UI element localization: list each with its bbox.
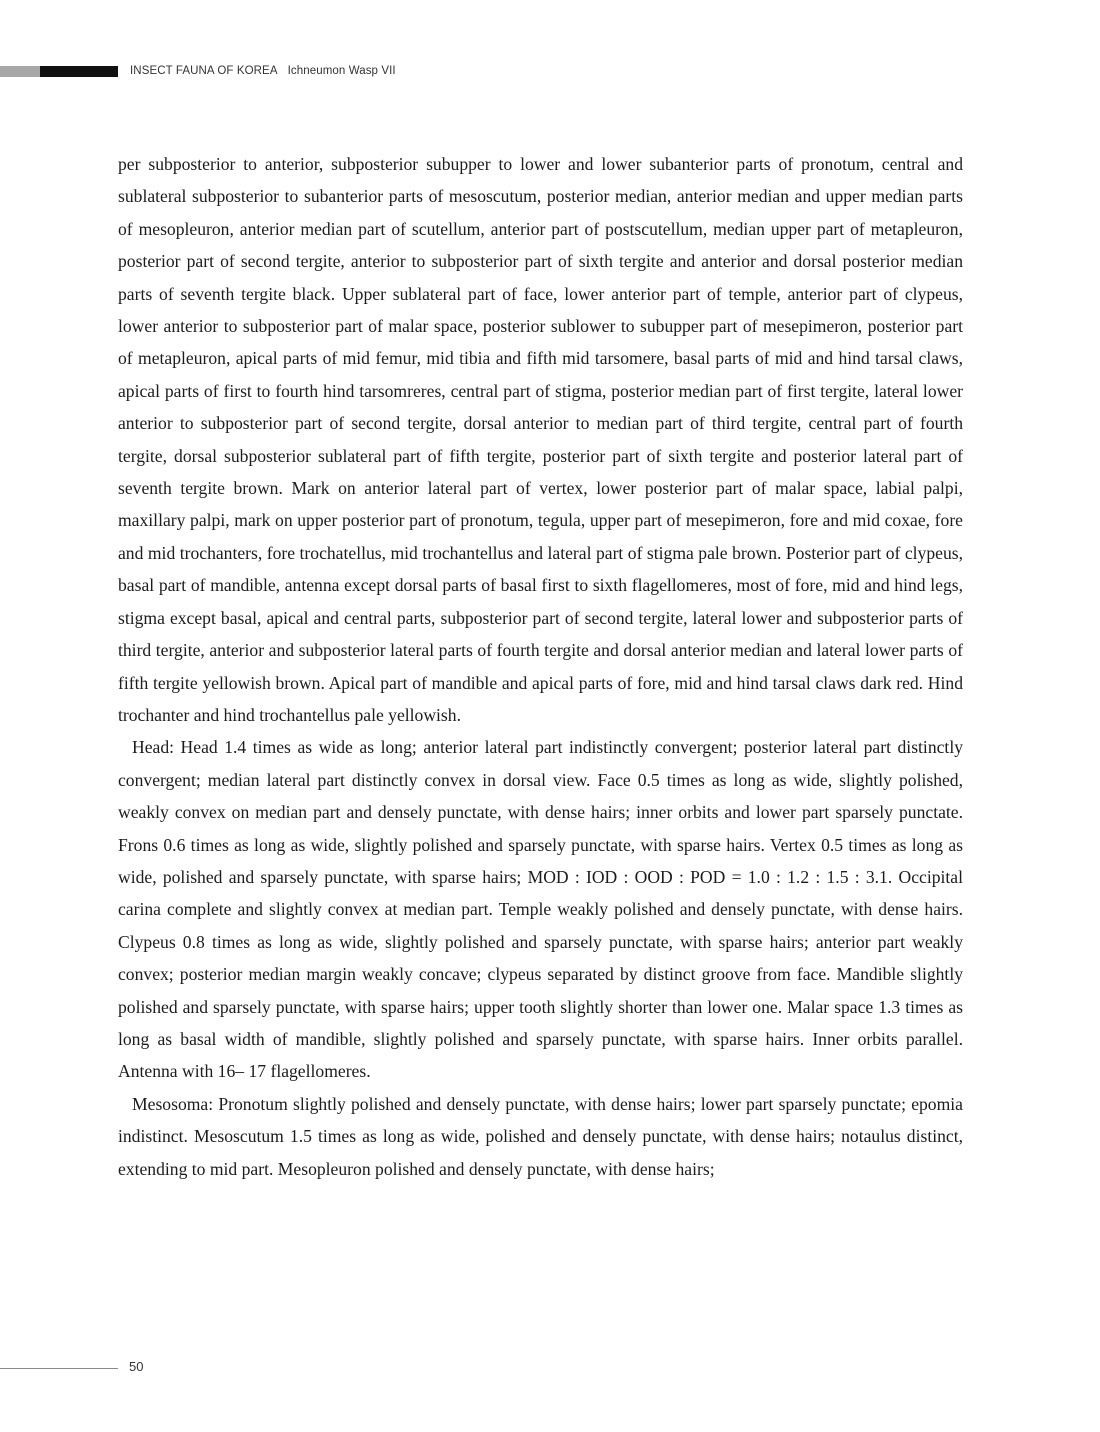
body-text [118, 148, 963, 1185]
paragraph-mesosoma: Mesosoma: Pronotum slightly polished and densely punctate, with dense hairs; lower part sparsely punctate; epomia indistinct. Mesoscutum 1.5 times as long as wide, polished and densely punctate, with dense hairs; notaulus distinct, extending to mid part. Mesopleuron polished and densely punctate, with dense hairs; [118, 1093, 963, 1179]
page-number: 50 [129, 1359, 144, 1374]
footer-rule [0, 1368, 118, 1369]
header-bar-black [40, 66, 118, 77]
book-title: INSECT FAUNA OF KOREA [130, 65, 278, 77]
running-head [130, 65, 396, 77]
paragraph-head: Head: Head 1.4 times as wide as long; anterior lateral part indistinctly convergent; posterior lateral part distinctly convergent; median lateral part distinctly convex in dorsal view. Face 0.5 times as long as wide, slightly polished, weakly convex on median part and densely punctate, with dense hairs; inner orbits and lower part sparsely punctate. Frons 0.6 times as long as wide, slightly polished and sparsely punctate, with sparse hairs. Vertex 0.5 times as long as wide, polished and sparsely punctate, with sparse hairs; MOD : IOD : OOD : POD = 1.0 : 1.2 : 1.5 : 3.1. Occipital carina complete and slightly convex at median part. Temple weakly polished and densely punctate, with dense hairs. Clypeus 0.8 times as long as wide, slightly polished and sparsely punctate, with sparse hairs; anterior part weakly convex; posterior median margin weakly concave; clypeus separated by distinct groove from face. Mandible slightly polished and sparsely punctate, with sparse hairs; upper tooth slightly shorter than lower one. Malar space 1.3 times as long as basal width of mandible, slightly polished and sparsely punctate, with sparse hairs. Inner orbits parallel. Antenna with 16– 17 flagellomeres. [118, 737, 963, 1082]
paragraph-color-description: per subposterior to anterior, subposterior subupper to lower and lower subanterior parts of pronotum, central and sublateral subposterior to subanterior parts of mesoscutum, posterior median, anterior median and upper median parts of mesopleuron, anterior median part of scutellum, anterior part of postscutellum, median upper part of metapleuron, posterior part of second tergite, anterior to subposterior part of sixth tergite and anterior and dorsal posterior median parts of seventh tergite black. Upper sublateral part of face, lower anterior part of temple, anterior part of clypeus, lower anterior to subposterior part of malar space, posterior sublower to subupper part of mesepimeron, posterior part of metapleuron, apical parts of mid femur, mid tibia and fifth mid tarsomere, basal parts of mid and hind tarsal claws, apical parts of first to fourth hind tarsomreres, central part of stigma, posterior median part of first tergite, lateral lower anterior to subposterior part of second tergite, dorsal anterior to median part of third tergite, central part of fourth tergite, dorsal subposterior sublateral part of fifth tergite, posterior part of sixth tergite and posterior lateral part of seventh tergite brown. Mark on anterior lateral part of vertex, lower posterior part of malar space, labial palpi, maxillary palpi, mark on upper posterior part of pronotum, tegula, upper part of mesepimeron, fore and mid coxae, fore and mid trochanters, fore trochatellus, mid trochantellus and lateral part of stigma pale brown. Posterior part of clypeus, basal part of mandible, antenna except dorsal parts of basal first to sixth flagellomeres, most of fore, mid and hind legs, stigma except basal, apical and central parts, subposterior part of second tergite, lateral lower and subposterior parts of third tergite, anterior and subposterior lateral parts of fourth tergite and dorsal anterior median and lateral lower parts of fifth tergite yellowish brown. Apical part of mandible and apical parts of fore, mid and hind tarsal claws dark red. Hind trochanter and hind trochantellus pale yellowish. [118, 154, 963, 725]
header-bar-gray [0, 66, 40, 77]
volume-title: Ichneumon Wasp VII [287, 65, 396, 77]
